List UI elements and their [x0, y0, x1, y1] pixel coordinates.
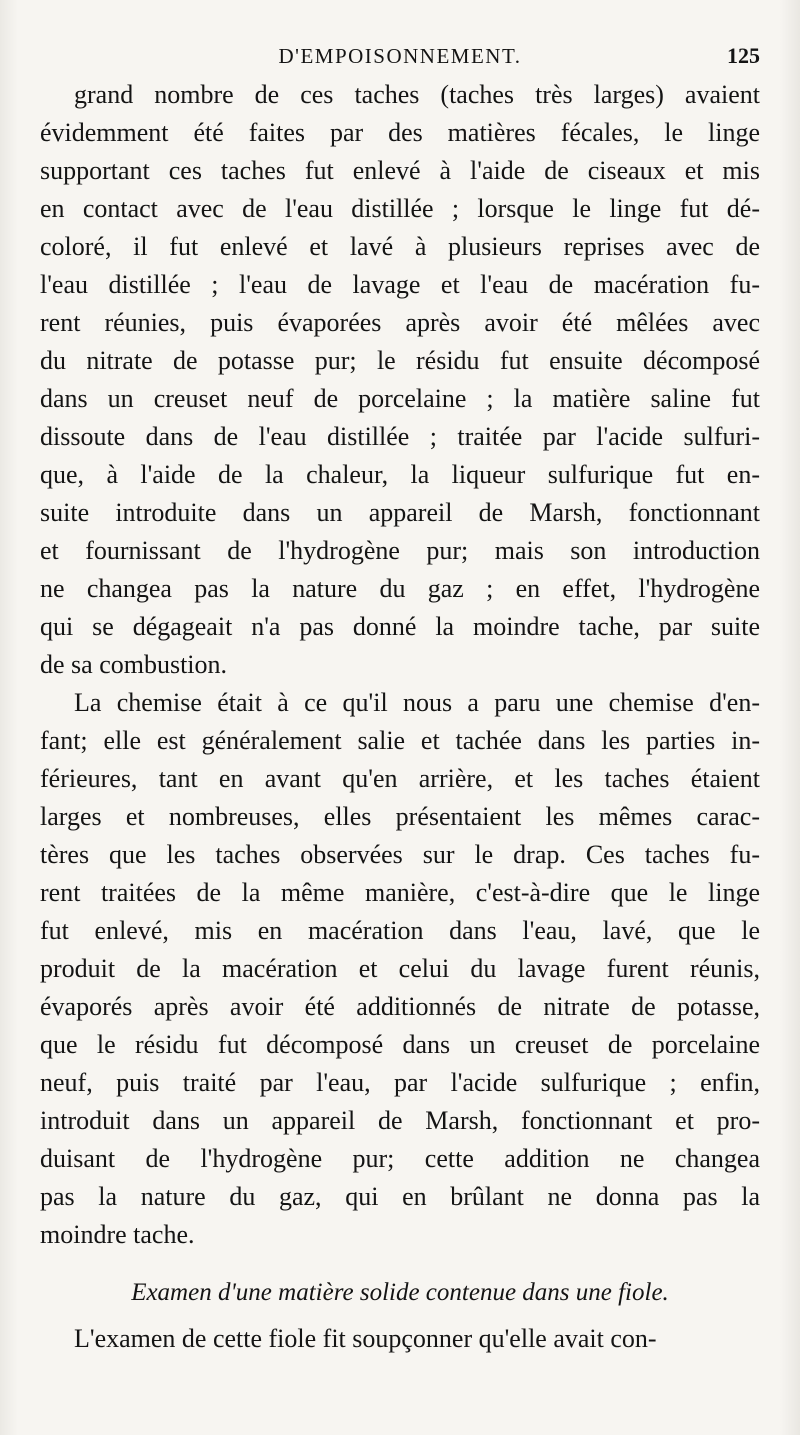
text-line: ne changea pas la nature du gaz ; en effet, l'hydrogène — [40, 574, 760, 603]
text-line: rent réunies, puis évaporées après avoir été mêlées avec — [40, 308, 760, 337]
text-line: que le résidu fut décomposé dans un creuset de porcelaine — [40, 1030, 760, 1059]
text-line: neuf, puis traité par l'eau, par l'acide sulfurique ; enfin, — [40, 1068, 760, 1097]
paragraph-1 — [40, 76, 760, 684]
text-line: que, à l'aide de la chaleur, la liqueur sulfurique fut en- — [40, 460, 760, 489]
text-line: évidemment été faites par des matières fécales, le linge — [40, 118, 760, 147]
text-line: rent traitées de la même manière, c'est-à-dire que le linge — [40, 878, 760, 907]
body-text — [40, 76, 760, 1358]
text-line: introduit dans un appareil de Marsh, fonctionnant et pro- — [40, 1106, 760, 1135]
text-line: de sa combustion. — [40, 650, 228, 679]
paragraph-2 — [40, 684, 760, 1254]
text-line: dans un creuset neuf de porcelaine ; la matière saline fut — [40, 384, 760, 413]
text-line: suite introduite dans un appareil de Marsh, fonctionnant — [40, 498, 760, 527]
text-line: dissoute dans de l'eau distillée ; traitée par l'acide sulfuri- — [40, 422, 760, 451]
page-number: 125 — [727, 43, 760, 68]
text-line: qui se dégageait n'a pas donné la moindre tache, par suite — [40, 612, 760, 641]
text-line: pas la nature du gaz, qui en brûlant ne donna pas la — [40, 1182, 760, 1211]
text-line: en contact avec de l'eau distillée ; lorsque le linge fut dé- — [40, 194, 760, 223]
text-line: supportant ces taches fut enlevé à l'aide de ciseaux et mis — [40, 156, 760, 185]
running-header — [40, 38, 760, 76]
text-line: et fournissant de l'hydrogène pur; mais son introduction — [40, 536, 760, 565]
text-line: fant; elle est généralement salie et tachée dans les parties in- — [40, 726, 760, 755]
text-line: férieures, tant en avant qu'en arrière, et les taches étaient — [40, 764, 760, 793]
text-line: grand nombre de ces taches (taches très larges) avaient — [74, 80, 760, 109]
text-line: évaporés après avoir été additionnés de nitrate de potasse, — [40, 992, 760, 1021]
text-line: tères que les taches observées sur le drap. Ces taches fu- — [40, 840, 760, 869]
text-line: du nitrate de potasse pur; le résidu fut ensuite décomposé — [40, 346, 760, 375]
text-line: duisant de l'hydrogène pur; cette addition ne changea — [40, 1144, 760, 1173]
text-line: larges et nombreuses, elles présentaient les mêmes carac- — [40, 802, 760, 831]
text-line: La chemise était à ce qu'il nous a paru une chemise d'en- — [74, 688, 760, 717]
section-heading: Examen d'une matière solide contenue dans une fiole. — [131, 1279, 669, 1306]
text-line: fut enlevé, mis en macération dans l'eau, lavé, que le — [40, 916, 760, 945]
running-title: D'EMPOISONNEMENT. — [278, 44, 522, 68]
text-line: coloré, il fut enlevé et lavé à plusieurs reprises avec de — [40, 232, 760, 261]
text-line: L'examen de cette fiole fit soupçonner qu'elle avait con- — [74, 1324, 657, 1353]
text-line: moindre tache. — [40, 1220, 195, 1249]
text-line: l'eau distillée ; l'eau de lavage et l'eau de macération fu- — [40, 270, 760, 299]
text-line: produit de la macération et celui du lavage furent réunis, — [40, 954, 760, 983]
